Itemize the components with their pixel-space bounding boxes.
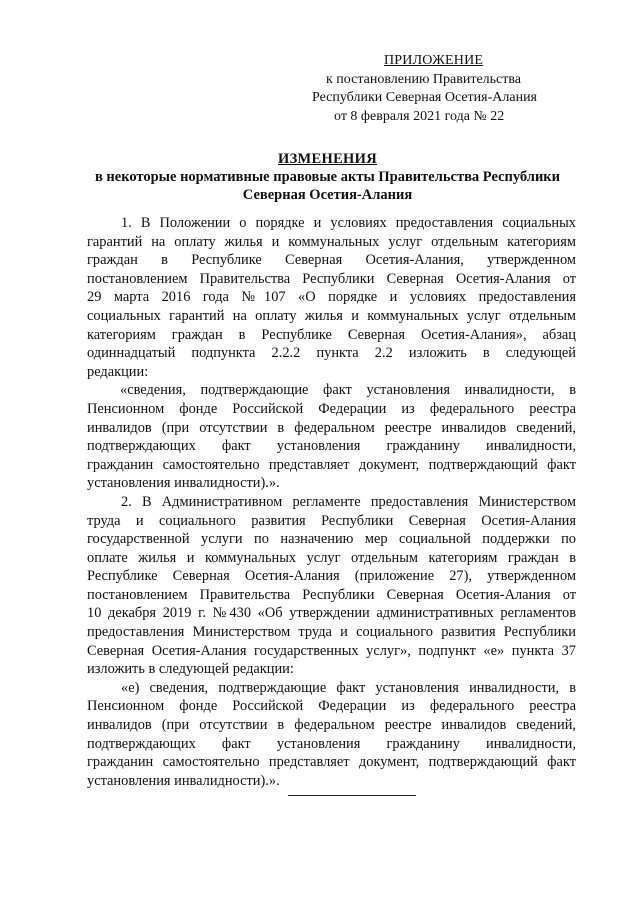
end-separator-line	[288, 795, 416, 796]
text-line: категориям граждан в Республике Северная Осетия-Алания», абзац	[87, 326, 576, 343]
paragraph-quote-1	[87, 381, 576, 493]
text-line: оплате жилья и коммунальных услуг отдельным категориям граждан в	[87, 549, 576, 566]
text-line: подтверждающих факт установления гражданину инвалидности,	[87, 438, 576, 455]
text-line: социальных гарантий на оплату жилья и коммунальных услуг отдельным	[87, 307, 576, 324]
text-line: Республике Северная Осетия-Алания (приложение 27), утвержденном	[87, 568, 576, 585]
text-line: 2. В Административном регламенте предоставления Министерством	[121, 493, 576, 510]
paragraph-1	[87, 214, 576, 381]
text-line: 29 марта 2016 года №107 «О порядке и условиях предоставления	[87, 289, 576, 306]
text-line: гражданин самостоятельно представляет документ, подтверждающий факт	[87, 754, 576, 771]
text-line: одиннадцатый подпункта 2.2.2 пункта 2.2 изложить в следующей	[87, 345, 576, 362]
appendix-block	[312, 52, 562, 126]
document-body	[87, 214, 576, 790]
heading-subtitle-line: Северная Осетия-Алания	[242, 187, 413, 203]
text-line: граждан в Республике Северная Осетия-Алания, утвержденном	[87, 252, 576, 269]
text-line: изложить в следующей редакции:	[87, 661, 294, 678]
heading-subtitle-line: в некоторые нормативные правовые акты Правительства Республики	[94, 169, 561, 185]
text-line: гарантий на оплату жилья и коммунальных услуг отдельным категориям	[87, 233, 576, 250]
text-line: Пенсионном фонде Российской Федерации из федерального реестра	[87, 698, 576, 715]
text-line: Пенсионном фонде Российской Федерации из федерального реестра	[87, 400, 576, 417]
appendix-line: Республики Северная Осетия-Алания	[312, 90, 537, 105]
text-line: предоставления Министерством труда и социального развития Республики	[87, 624, 576, 641]
text-line: «сведения, подтверждающие факт установления инвалидности, в	[120, 382, 576, 399]
appendix-line: к постановлению Правительства	[326, 71, 522, 87]
paragraph-2	[87, 493, 576, 679]
text-line: 10 декабря 2019 г. №430 «Об утверждении административных регламентов	[87, 605, 576, 622]
paragraph-quote-2	[87, 679, 576, 791]
appendix-date-line: от 8 февраля 2021 года № 22	[334, 108, 505, 124]
text-line: государственной услуги по назначению мер социальной поддержки по	[87, 531, 576, 548]
text-line: гражданин самостоятельно представляет документ, подтверждающий факт	[87, 456, 576, 473]
text-line: постановлением Правительства Республики Северная Осетия-Алания от	[87, 586, 576, 603]
document-heading	[75, 150, 580, 204]
text-line: редакции:	[87, 363, 149, 380]
text-line: 1. В Положении о порядке и условиях предоставления социальных	[121, 215, 576, 231]
text-line: установления инвалидности).».	[87, 475, 280, 492]
text-line: подтверждающих факт установления гражданину инвалидности,	[87, 735, 576, 752]
appendix-title: ПРИЛОЖЕНИЕ	[384, 53, 484, 68]
text-line: «е) сведения, подтверждающие факт установления инвалидности, в	[121, 679, 576, 696]
text-line: установления инвалидности).».	[87, 772, 280, 789]
text-line: труда и социального развития Республики Северная Осетия-Алания	[87, 512, 576, 529]
text-line: постановлением Правительства Республики Северная Осетия-Алания от	[87, 270, 576, 287]
heading-title: ИЗМЕНЕНИЯ	[278, 151, 377, 167]
text-line: Северная Осетия-Алания государственных услуг», подпункт «е» пункта 37	[87, 642, 576, 659]
text-line: инвалидов (при отсутствии в федеральном реестре инвалидов сведений,	[87, 419, 576, 436]
text-line: инвалидов (при отсутствии в федеральном реестре инвалидов сведений,	[87, 717, 576, 734]
